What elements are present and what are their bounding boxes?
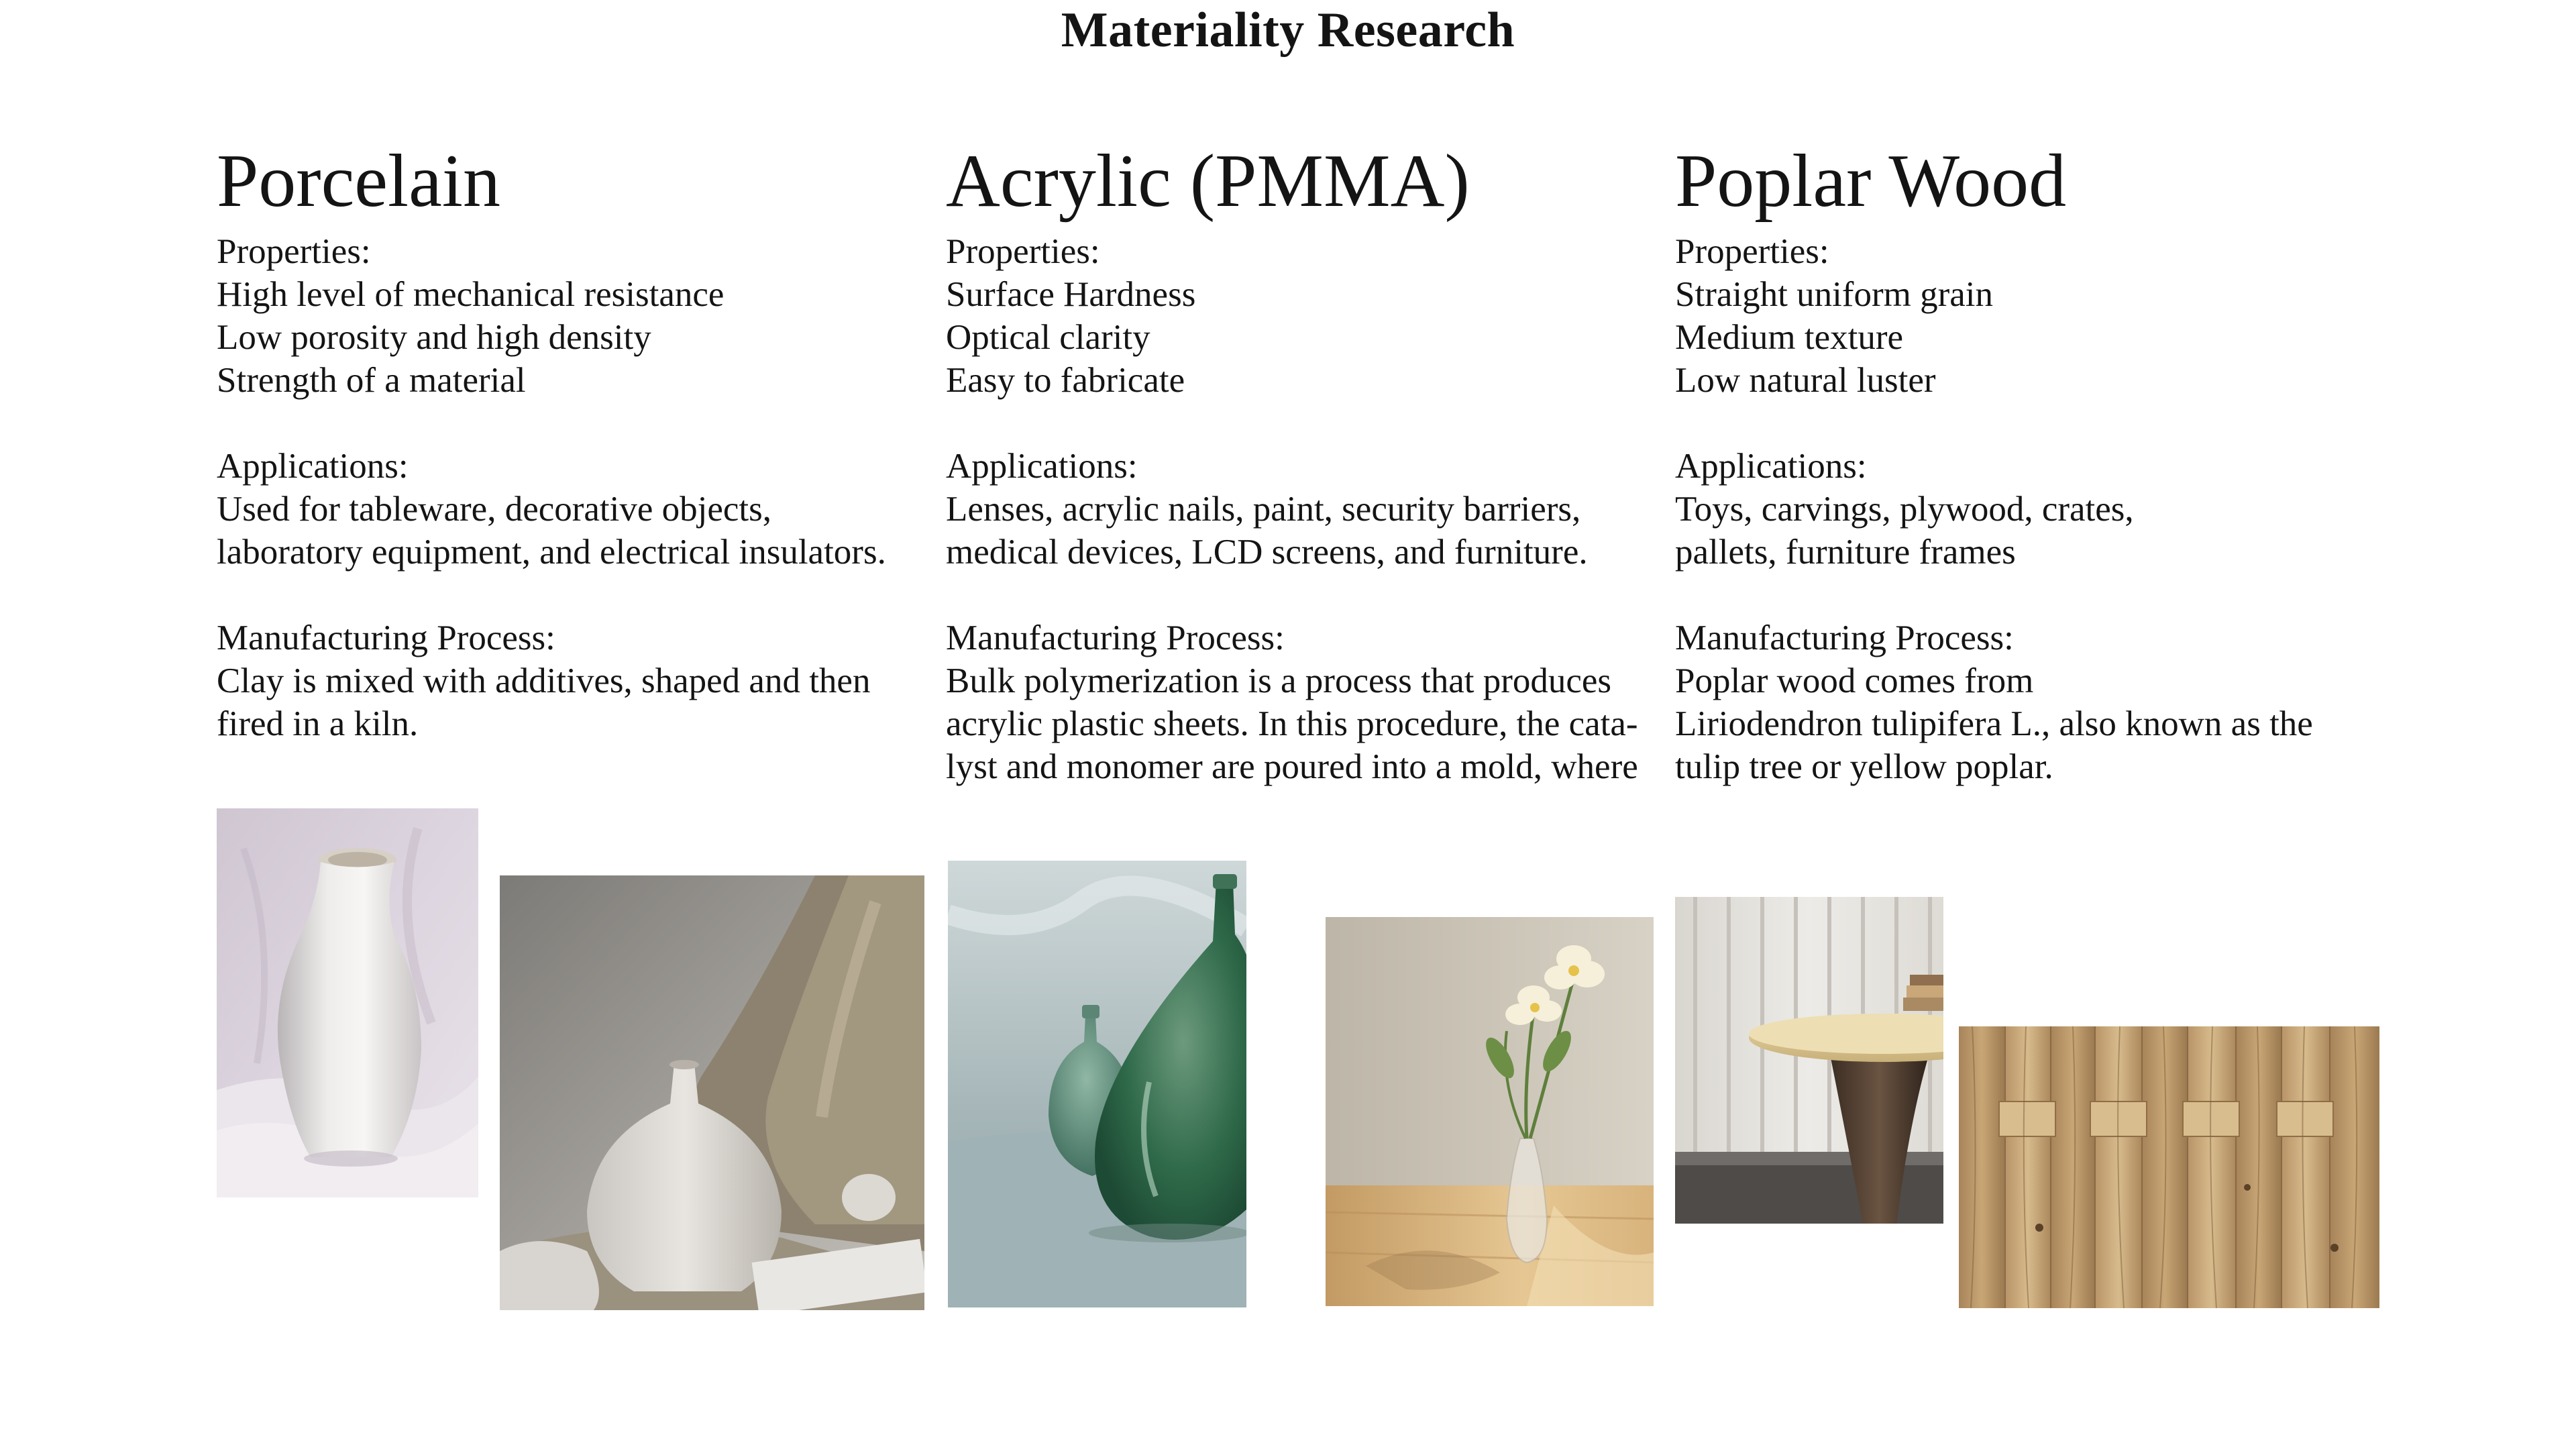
property-item: High level of mechanical resistance — [217, 275, 724, 314]
process-text: fired in a kiln. — [217, 704, 419, 743]
process-text: Liriodendron tulipifera L., also known as the — [1675, 704, 2313, 743]
poplar-fence-photo — [1959, 1026, 2379, 1308]
properties-block — [217, 230, 948, 402]
property-item: Strength of a material — [217, 361, 526, 400]
porcelain-vase-photo — [217, 808, 478, 1197]
applications-text: Lenses, acrylic nails, paint, security barriers, — [946, 490, 1581, 529]
properties-label: Properties: — [946, 232, 1100, 271]
acrylic-glass-bottles-photo — [948, 861, 1246, 1307]
process-text: Bulk polymerization is a process that produces — [946, 661, 1612, 700]
properties-block — [946, 230, 1677, 402]
material-heading: Porcelain — [217, 140, 500, 223]
applications-text: medical devices, LCD screens, and furniture. — [946, 533, 1588, 572]
process-label: Manufacturing Process: — [217, 619, 555, 657]
property-item: Surface Hardness — [946, 275, 1196, 314]
property-item: Straight uniform grain — [1675, 275, 1993, 314]
poplar-table-photo — [1675, 897, 1943, 1224]
material-column-porcelain — [217, 138, 948, 788]
property-item: Easy to fabricate — [946, 361, 1185, 400]
properties-label: Properties: — [217, 232, 371, 271]
applications-label: Applications: — [217, 447, 409, 486]
material-column-acrylic — [946, 138, 1677, 831]
material-heading: Poplar Wood — [1675, 140, 2067, 223]
applications-block — [1675, 445, 2406, 574]
applications-label: Applications: — [1675, 447, 1867, 486]
process-text: acrylic plastic sheets. In this procedure, the cata- — [946, 704, 1638, 743]
process-block — [946, 616, 1677, 788]
property-item: Optical clarity — [946, 318, 1150, 357]
process-text: Poplar wood comes from — [1675, 661, 2034, 700]
properties-label: Properties: — [1675, 232, 1829, 271]
applications-block — [946, 445, 1677, 574]
applications-label: Applications: — [946, 447, 1138, 486]
applications-text: pallets, furniture frames — [1675, 533, 2016, 572]
process-text: Clay is mixed with additives, shaped and then — [217, 661, 871, 700]
applications-text: laboratory equipment, and electrical insulators. — [217, 533, 886, 572]
process-text: tulip tree or yellow poplar. — [1675, 747, 2053, 786]
process-block — [1675, 616, 2406, 788]
process-text: lyst and monomer are poured into a mold, where — [946, 747, 1638, 786]
applications-block — [217, 445, 948, 574]
property-item: Low porosity and high density — [217, 318, 651, 357]
porcelain-vessels-photo — [500, 875, 924, 1310]
process-block — [217, 616, 948, 745]
process-label: Manufacturing Process: — [946, 619, 1285, 657]
applications-text: Used for tableware, decorative objects, — [217, 490, 772, 529]
property-item: Low natural luster — [1675, 361, 1936, 400]
properties-block — [1675, 230, 2406, 402]
process-label: Manufacturing Process: — [1675, 619, 2014, 657]
applications-text: Toys, carvings, plywood, crates, — [1675, 490, 2134, 529]
material-column-poplar — [1675, 138, 2406, 831]
page-title: Materiality Research — [1061, 3, 1515, 58]
property-item: Medium texture — [1675, 318, 1903, 357]
acrylic-flower-vase-photo — [1326, 917, 1654, 1306]
material-heading: Acrylic (PMMA) — [946, 140, 1470, 223]
